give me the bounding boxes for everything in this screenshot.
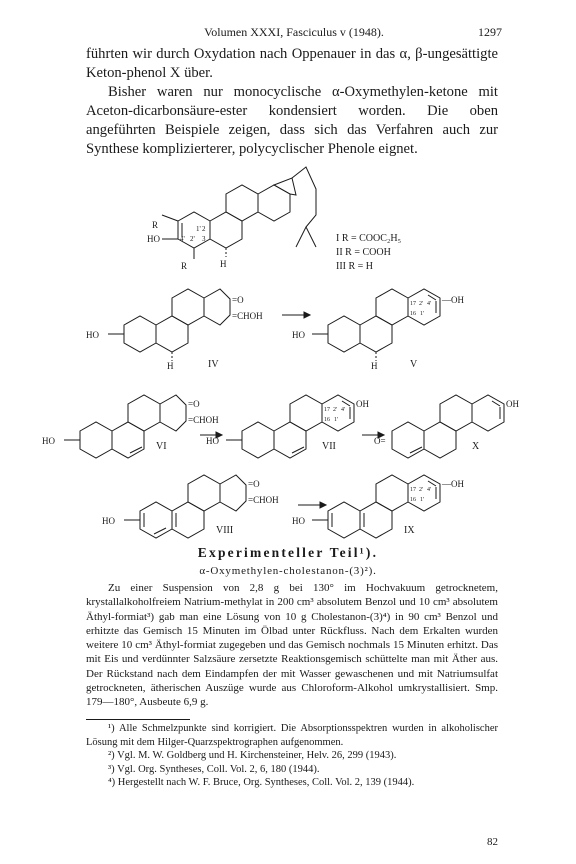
v-roman: V [410, 359, 418, 370]
structure-IX [292, 475, 464, 538]
vi-roman: VI [156, 441, 167, 452]
viii-roman: VIII [216, 525, 234, 536]
vi-ho: HO [42, 436, 55, 446]
footnote-mark: ²) [108, 750, 115, 762]
vii-oh: OH [356, 399, 369, 409]
structure-X [374, 395, 519, 458]
legend-II: II R = COOH [336, 247, 391, 258]
v-num-2p: 2' [419, 301, 424, 307]
label-HO-top: HO [147, 234, 160, 244]
footnote-divider [86, 719, 190, 720]
num-3: 3 [202, 235, 206, 243]
legend-III: III R = H [336, 261, 374, 272]
num-2: 2 [202, 225, 206, 233]
footnote-mark: ³) [108, 763, 115, 775]
structure-IV [86, 289, 310, 371]
footnote-2 [86, 749, 498, 763]
experimental-paragraph: Zu einer Suspension von 2,8 g bei 130° im Hochvakuum getrocknetem, krystallalkoholfreiem Natrium-methylat in 200 cm³ absolutem Benzol und 10 cm³ absolutem Äthyl-formiat³) gab man eine Lösung von 10 g Cholestanon-(3)⁴) in 90 cm³ Benzol und erhitzte das Gemisch 15 Minuten im Ölbad unter Rückfluss. Nach dem Erkalten wurden weitere 10 cm³ Äthyl-formiat zugegeben und das Gemisch nochmals 15 Minuten erhitzt. Das mit Eis und verdünnter Salzsäure zersetzte Reaktionsgemisch schüttelte man mit Äther aus. Der Rückstand nach dem Eindampfen der mit Wasser gewaschenen und mit Natriumsulfat getrockneten, ätherischen Auszüge wurde aus Chloroform-Alkohol umkrystallisiert. Smp. 179—180°, Ausbeute 6,9 g. [86, 582, 498, 709]
label-R-bottom: R [181, 261, 188, 271]
intro-paragraph-2: Bisher waren nur monocyclische α-Oxymethylen-ketone mit Aceton-dicarbonsäure-ester kondensiert worden. Die oben angeführten Beispiele zeigen, dass sich das Verfahren auch zur Synthese komplizierterer, polycyclischer Phenole eignet. [86, 84, 498, 157]
vii-num-2p: 2' [333, 407, 338, 413]
v-num-17: 17 [410, 301, 416, 307]
num-2p: 2' [190, 235, 195, 243]
structure-VIII [102, 475, 326, 538]
num-1p: 1' [196, 225, 201, 233]
footnote-mark: ¹) [108, 723, 115, 734]
x-roman: X [472, 441, 480, 452]
v-num-1p: 1' [420, 311, 425, 317]
iv-choh: =CHOH [232, 311, 263, 321]
section-title: Experimenteller Teil¹). [197, 545, 379, 560]
iv-roman: IV [208, 359, 219, 370]
v-oh: —OH [442, 295, 464, 305]
intro-paragraph-1: führten wir durch Oxydation nach Oppenauer in das α, β-ungesättigte Keton-phenol X über. [86, 46, 498, 81]
ix-oh: —OH [442, 479, 464, 489]
page-header [86, 25, 502, 40]
ix-ho: HO [292, 516, 305, 526]
ix-num-4p: 4' [427, 487, 432, 493]
structure-V [292, 289, 464, 371]
iv-ho: HO [86, 330, 99, 340]
legend-I: I R = COOC₂H₅ [336, 233, 402, 244]
ix-num-16: 16 [410, 497, 416, 503]
vii-ho: HO [206, 436, 219, 446]
structure-I-III [147, 167, 401, 272]
structure-VI [42, 395, 222, 458]
x-o: O= [374, 436, 386, 446]
signature-mark: 82 [487, 836, 498, 848]
ix-roman: IX [404, 525, 415, 536]
chemical-structures [42, 195, 530, 540]
header-journal-info: Volumen XXXI, Fasciculus v (1948). [204, 25, 384, 39]
ix-num-17: 17 [410, 487, 416, 493]
viii-choh: =CHOH [248, 495, 279, 505]
num-4p: 4' [180, 235, 185, 243]
viii-eq-o: =O [248, 479, 260, 489]
ix-num-1p: 1' [420, 497, 425, 503]
footnote-mark: ⁴) [108, 777, 116, 789]
footnote-3 [86, 763, 498, 777]
v-num-4p: 4' [427, 301, 432, 307]
v-h: H [371, 361, 378, 371]
v-ho: HO [292, 330, 305, 340]
label-R-top: R [152, 220, 159, 230]
footnotes [86, 722, 498, 790]
iv-h: H [167, 361, 174, 371]
vi-choh: =CHOH [188, 415, 219, 425]
footnote-4 [86, 776, 498, 790]
footnote-text: Hergestellt nach W. F. Bruce, Org. Syntheses, Coll. Vol. 2, 139 (1944). [117, 777, 415, 789]
label-H-top: H [220, 259, 227, 269]
footnote-text: Vgl. Org. Syntheses, Coll. Vol. 2, 6, 180 (1944). [117, 763, 320, 775]
vii-roman: VII [322, 441, 336, 452]
structure-VII [206, 395, 384, 458]
iv-eq-o: =O [232, 295, 244, 305]
v-num-16: 16 [410, 311, 416, 317]
x-oh: OH [506, 399, 519, 409]
vii-num-17: 17 [324, 407, 330, 413]
intro-text [86, 45, 498, 159]
footnote-text: Vgl. M. W. Goldberg und H. Kirchensteiner, Helv. 26, 299 (1943). [117, 750, 397, 762]
vii-num-16: 16 [324, 417, 330, 423]
page-number: 1297 [478, 25, 502, 39]
footnote-1 [86, 722, 498, 749]
viii-ho: HO [102, 516, 115, 526]
ix-num-2p: 2' [419, 487, 424, 493]
footnote-text: Alle Schmelzpunkte sind korrigiert. Die Absorptionsspektren wurden in alkoholischer Lösung mit dem Hilger-Quarzspektrographen aufgenommen. [86, 723, 499, 748]
vii-num-4p: 4' [341, 407, 346, 413]
vii-num-1p: 1' [334, 417, 339, 423]
structures-figure [42, 195, 530, 540]
section-subtitle: α-Oxymethylen-cholestanon-(3)²). [199, 565, 377, 577]
vi-eq-o: =O [188, 399, 200, 409]
